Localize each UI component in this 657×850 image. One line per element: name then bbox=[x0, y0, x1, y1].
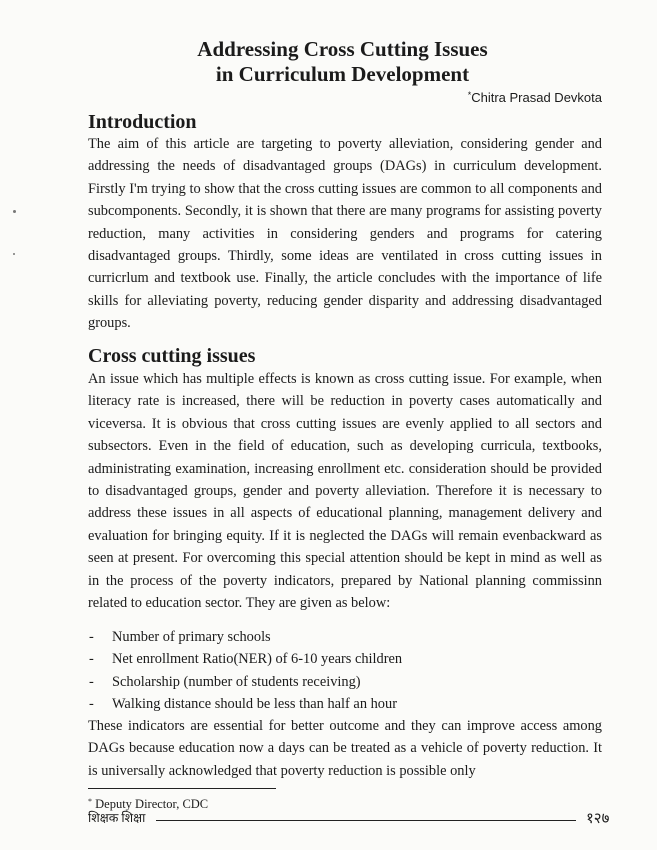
list-item-text: Scholarship (number of students receiving) bbox=[112, 673, 361, 690]
closing-paragraph: These indicators are essential for better outcome and they can improve access among DAGs because education now a days can be treated as a vehicle of poverty reduction. It is universally acknowledged that poverty reduction is possible only bbox=[88, 718, 602, 779]
introduction-paragraph: The aim of this article are targeting to poverty alleviation, considering gender and addressing the needs of disadvantaged groups (DAGs) in curriculum development. Firstly I'm trying to show that the cross cutting issues are common to all components and subcomponents. Secondly, it is shown that there are many programs for assisting poverty reduction, many activities in considering genders and programs for catering disadvantaged groups. Thirdly, some ideas are ventilated in cross cutting issues in curricrlum and textbook use. Finally, the article concludes with the importance of life skills for alleviating poverty, reducing gender disparity and addressing disadvantaged groups. bbox=[88, 136, 602, 332]
list-item-text: Net enrollment Ratio(NER) of 6-10 years children bbox=[112, 651, 403, 668]
article-title-line-2: in Curriculum Development bbox=[215, 62, 470, 86]
bullet-dash: - bbox=[89, 651, 94, 668]
section-heading-cross-cutting-issues: Cross cutting issues bbox=[88, 345, 256, 367]
page-number: १२७ bbox=[586, 811, 610, 827]
journal-name: शिक्षक शिक्षा bbox=[88, 811, 146, 825]
list-item bbox=[88, 671, 602, 693]
footnote-divider bbox=[88, 788, 276, 789]
bullet-dash: - bbox=[89, 673, 94, 690]
article-title-line-1: Addressing Cross Cutting Issues bbox=[197, 37, 488, 61]
section-heading-introduction: Introduction bbox=[88, 111, 197, 133]
cross-cutting-paragraph: An issue which has multiple effects is known as cross cutting issue. For example, when literacy rate is increased, there will be reduction in poverty cases automatically and viceversa. It is obvious that cross cutting issues are evenly applied to all sectors and subsectors. Even in the field of education, such as developing curricula, textbooks, administrating examination, increasing enrollment etc. consideration should be provided to disadvantaged groups, gender and poverty alleviation. Therefore it is necessary to address these issues in all aspects of educational planning, management delivery and evaluation for bringing equity. If it is neglected the DAGs will remain evenbackward as seen at present. For overcoming this special attention should be kept in mind as well as in the process of the poverty indicators, prepared by National planning commissinn related to education sector. They are given as below: bbox=[88, 371, 602, 612]
footer-rule bbox=[156, 820, 576, 821]
scan-speck bbox=[13, 210, 16, 213]
list-item-text: Number of primary schools bbox=[112, 629, 271, 645]
scan-speck bbox=[13, 253, 15, 255]
author-footnote-marker: * bbox=[467, 90, 472, 100]
list-item-text: Walking distance should be less than half an hour bbox=[112, 696, 397, 713]
list-item bbox=[88, 648, 602, 670]
bullet-dash: - bbox=[89, 629, 94, 645]
footnote-marker: * bbox=[88, 797, 92, 806]
list-item bbox=[88, 626, 602, 648]
bullet-dash: - bbox=[89, 696, 94, 713]
list-item bbox=[88, 693, 602, 715]
author-byline bbox=[468, 87, 602, 106]
indicator-list bbox=[88, 626, 602, 716]
author-name: Chitra Prasad Devkota bbox=[471, 90, 602, 105]
footnote-text: Deputy Director, CDC bbox=[95, 797, 209, 811]
